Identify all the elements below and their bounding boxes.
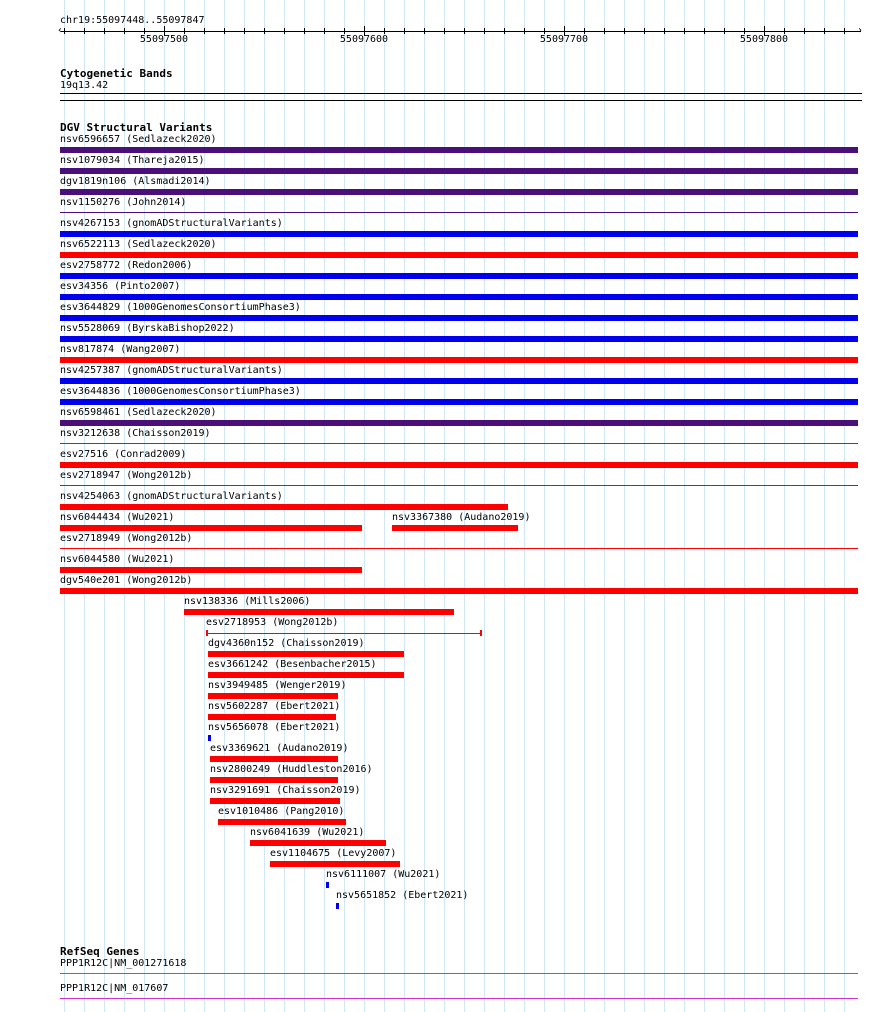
minor-tick	[824, 28, 825, 34]
dgv-feature-label: nsv817874 (Wang2007)	[60, 344, 181, 355]
refseq-gene-label: PPP1R12C|NM_017607	[60, 983, 169, 994]
refseq-gene-label: PPP1R12C|NM_001271618	[60, 958, 187, 969]
minor-tick	[464, 28, 465, 34]
minor-tick	[664, 28, 665, 34]
minor-tick	[84, 28, 85, 34]
dgv-feature-endcap	[480, 630, 482, 636]
minor-tick	[724, 28, 725, 34]
dgv-feature-bar	[218, 819, 346, 825]
dgv-feature-bar	[210, 756, 338, 762]
dgv-feature-line	[60, 485, 858, 486]
minor-tick	[804, 28, 805, 34]
dgv-feature-bar	[184, 609, 454, 615]
dgv-feature-bar	[60, 378, 858, 384]
dgv-feature-label: nsv5656078 (Ebert2021)	[208, 722, 341, 733]
dgv-feature-bar	[60, 525, 362, 531]
dgv-feature-label: nsv138336 (Mills2006)	[184, 596, 311, 607]
dgv-feature-label: nsv6044580 (Wu2021)	[60, 554, 175, 565]
dgv-feature-label: nsv6522113 (Sedlazeck2020)	[60, 239, 217, 250]
minor-tick	[704, 28, 705, 34]
dgv-feature-label: esv2718953 (Wong2012b)	[206, 617, 339, 628]
ruler-tick-label: 55097500	[139, 34, 189, 45]
refseq-gene-line	[60, 973, 858, 974]
dgv-feature-label: esv2758772 (Redon2006)	[60, 260, 193, 271]
minor-tick	[224, 28, 225, 34]
dgv-feature-bar	[210, 798, 340, 804]
dgv-feature-label: nsv2800249 (Huddleston2016)	[210, 764, 373, 775]
dgv-feature-label: dgv1819n106 (Alsmadi2014)	[60, 176, 211, 187]
dgv-feature-bar	[392, 525, 518, 531]
dgv-feature-bar	[208, 714, 336, 720]
minor-tick	[484, 28, 485, 34]
dgv-feature-label: esv1010486 (Pang2010)	[218, 806, 345, 817]
dgv-feature-label: esv27516 (Conrad2009)	[60, 449, 187, 460]
dgv-feature-bar	[60, 462, 858, 468]
dgv-feature-label: esv3644836 (1000GenomesConsortiumPhase3)	[60, 386, 301, 397]
dgv-feature-label: dgv540e201 (Wong2012b)	[60, 575, 193, 586]
dgv-feature-bar	[60, 147, 858, 153]
dgv-feature-label: esv3661242 (Besenbacher2015)	[208, 659, 377, 670]
dgv-feature-label: esv3644829 (1000GenomesConsortiumPhase3)	[60, 302, 301, 313]
minor-tick	[104, 28, 105, 34]
ruler-tick-label: 55097600	[339, 34, 389, 45]
dgv-feature-label: dgv4360n152 (Chaisson2019)	[208, 638, 365, 649]
dgv-feature-bar	[60, 336, 858, 342]
ruler-right-arrow-icon: ›	[857, 25, 864, 36]
minor-tick	[264, 28, 265, 34]
dgv-feature-label: nsv1079034 (Thareja2015)	[60, 155, 205, 166]
dgv-feature-bar	[336, 903, 339, 909]
minor-tick	[524, 28, 525, 34]
dgv-feature-label: nsv1150276 (John2014)	[60, 197, 187, 208]
dgv-feature-label: nsv6044434 (Wu2021)	[60, 512, 175, 523]
dgv-feature-bar	[60, 189, 858, 195]
minor-tick	[444, 28, 445, 34]
minor-tick	[204, 28, 205, 34]
dgv-feature-label: nsv6041639 (Wu2021)	[250, 827, 365, 838]
dgv-feature-bar	[270, 861, 400, 867]
dgv-feature-label: nsv6598461 (Sedlazeck2020)	[60, 407, 217, 418]
dgv-feature-bar	[60, 567, 362, 573]
ruler-tick-label: 55097700	[539, 34, 589, 45]
dgv-feature-bar	[208, 651, 404, 657]
dgv-feature-label: nsv4267153 (gnomADStructuralVariants)	[60, 218, 283, 229]
dgv-feature-line	[60, 212, 858, 213]
minor-tick	[284, 28, 285, 34]
minor-tick	[424, 28, 425, 34]
minor-tick	[304, 28, 305, 34]
dgv-feature-bar	[60, 168, 858, 174]
minor-tick	[244, 28, 245, 34]
cytoband-line	[60, 93, 862, 94]
dgv-feature-bar	[60, 315, 858, 321]
dgv-feature-label: nsv4254063 (gnomADStructuralVariants)	[60, 491, 283, 502]
refseq-gene-line	[60, 998, 858, 999]
minor-tick	[504, 28, 505, 34]
dgv-track-title: DGV Structural Variants	[60, 121, 213, 134]
dgv-feature-label: esv2718949 (Wong2012b)	[60, 533, 193, 544]
cytoband-label: 19q13.42	[60, 80, 109, 91]
minor-tick	[684, 28, 685, 34]
minor-tick	[624, 28, 625, 34]
dgv-feature-label: esv34356 (Pinto2007)	[60, 281, 181, 292]
dgv-feature-bar	[250, 840, 386, 846]
dgv-feature-bar	[208, 672, 404, 678]
dgv-feature-bar	[60, 504, 508, 510]
dgv-feature-label: nsv5528069 (ByrskaBishop2022)	[60, 323, 235, 334]
dgv-feature-bar	[60, 294, 858, 300]
dgv-feature-bar	[208, 735, 211, 741]
minor-tick	[64, 28, 65, 34]
dgv-feature-bar	[326, 882, 329, 888]
dgv-feature-label: esv2718947 (Wong2012b)	[60, 470, 193, 481]
dgv-feature-bar	[60, 357, 858, 363]
minor-tick	[604, 28, 605, 34]
dgv-feature-bar	[208, 693, 338, 699]
dgv-feature-label: nsv6111007 (Wu2021)	[326, 869, 441, 880]
dgv-feature-endcap	[206, 630, 208, 636]
dgv-feature-bar	[60, 252, 858, 258]
dgv-feature-line	[206, 633, 482, 634]
dgv-feature-label: nsv3212638 (Chaisson2019)	[60, 428, 211, 439]
cytoband-track-title: Cytogenetic Bands	[60, 67, 173, 80]
dgv-feature-line	[60, 548, 858, 549]
ruler-tick-label: 55097800	[739, 34, 789, 45]
dgv-feature-bar	[60, 231, 858, 237]
minor-tick	[644, 28, 645, 34]
ruler-left-arrow-icon: ‹	[57, 25, 64, 36]
dgv-feature-label: esv1104675 (Levy2007)	[270, 848, 397, 859]
dgv-feature-line	[60, 443, 858, 444]
dgv-feature-label: nsv3949485 (Wenger2019)	[208, 680, 347, 691]
dgv-feature-label: esv3369621 (Audano2019)	[210, 743, 349, 754]
dgv-feature-bar	[60, 273, 858, 279]
dgv-feature-label: nsv6596657 (Sedlazeck2020)	[60, 134, 217, 145]
dgv-feature-label: nsv5602287 (Ebert2021)	[208, 701, 341, 712]
ruler-axis	[61, 31, 861, 32]
dgv-feature-bar	[60, 420, 858, 426]
refseq-track-title: RefSeq Genes	[60, 945, 140, 958]
dgv-feature-bar	[210, 777, 338, 783]
cytoband-line-lower	[60, 100, 862, 101]
dgv-feature-bar	[60, 588, 858, 594]
dgv-feature-label: nsv3367380 (Audano2019)	[392, 512, 531, 523]
minor-tick	[844, 28, 845, 34]
minor-tick	[404, 28, 405, 34]
dgv-feature-bar	[60, 399, 858, 405]
dgv-feature-label: nsv5651852 (Ebert2021)	[336, 890, 469, 901]
minor-tick	[124, 28, 125, 34]
ruler-location: chr19:55097448..55097847	[60, 15, 205, 26]
dgv-feature-label: nsv3291691 (Chaisson2019)	[210, 785, 361, 796]
dgv-feature-label: nsv4257387 (gnomADStructuralVariants)	[60, 365, 283, 376]
minor-tick	[324, 28, 325, 34]
